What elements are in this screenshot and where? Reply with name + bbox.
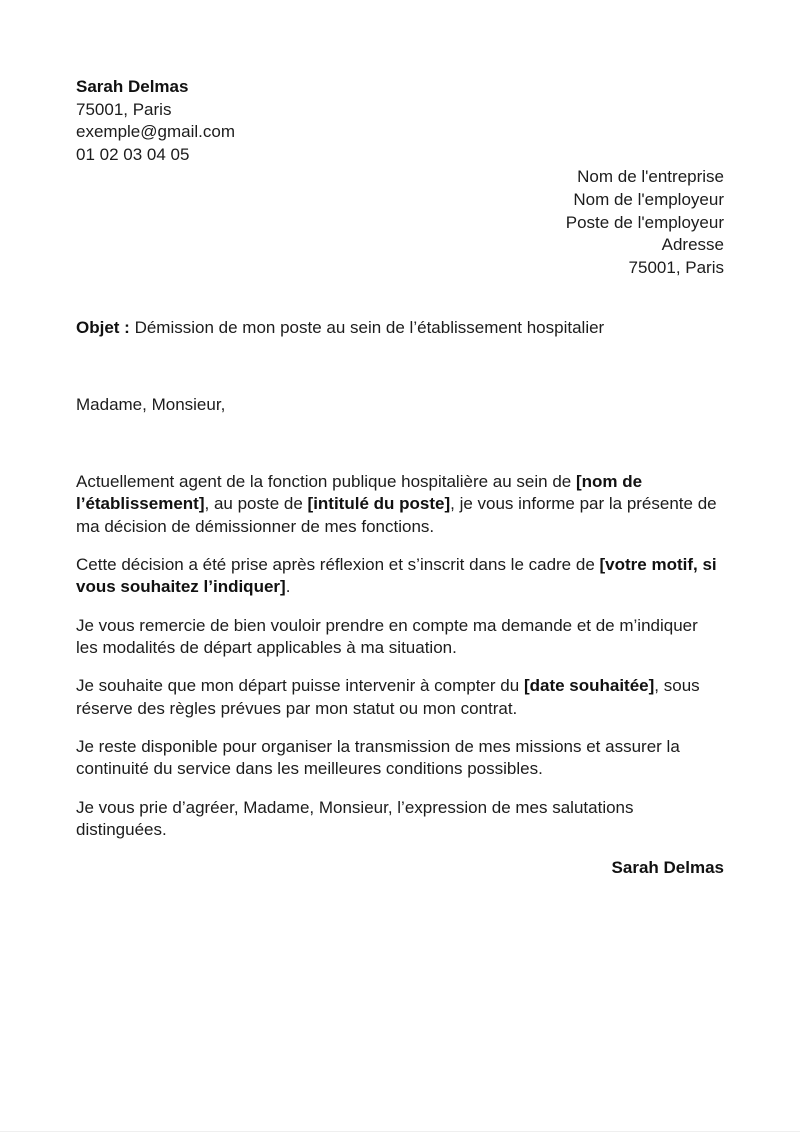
paragraph-6	[76, 797, 724, 842]
paragraph-text: , sous réserve des règles prévues par mon statut ou mon contrat.	[76, 676, 700, 718]
paragraph-text: Je vous remercie de bien vouloir prendre en compte ma demande et de m’indiquer les modalités de départ applicables à ma situation.	[76, 615, 698, 658]
recipient-employer: Nom de l'employeur	[573, 189, 724, 209]
paragraph-text: Cette décision a été prise après réflexion et s’inscrit dans le cadre de	[76, 554, 600, 574]
signature: Sarah Delmas	[611, 858, 724, 878]
sender-block	[76, 76, 724, 166]
subject-label: Objet :	[76, 318, 130, 338]
paragraph-text: Actuellement agent de la fonction publique hospitalière au sein de	[76, 471, 576, 491]
paragraph-text: , au poste de	[204, 494, 308, 514]
recipient-company: Nom de l'entreprise	[577, 167, 724, 187]
salutation: Madame, Monsieur,	[76, 394, 226, 414]
placeholder-date: [date souhaitée]	[523, 676, 655, 696]
recipient-block	[76, 166, 724, 279]
subject-line	[76, 317, 724, 340]
paragraph-text: , je vous informe par la présente de ma décision de démissionner de mes fonctions.	[76, 494, 717, 536]
placeholder-job-title: [intitulé du poste]	[307, 494, 451, 514]
paragraph-2	[76, 554, 724, 599]
placeholder-reason: [votre motif, si vous souhaitez l’indiquer]	[76, 554, 717, 597]
paragraph-4	[76, 675, 724, 720]
paragraph-1	[76, 471, 724, 539]
sender-name: Sarah Delmas	[76, 77, 189, 96]
paragraph-text: Je vous prie d’agréer, Madame, Monsieur, l’expression de mes salutations distinguées.	[76, 797, 634, 840]
sender-email: exemple@gmail.com	[76, 122, 235, 142]
sender-city: 75001, Paris	[76, 99, 172, 119]
subject-text: Démission de mon poste au sein de l’établissement hospitalier	[129, 318, 605, 338]
placeholder-establishment: [nom de l’établissement]	[76, 471, 643, 514]
recipient-city: 75001, Paris	[628, 257, 724, 277]
paragraph-text: Je souhaite que mon départ puisse intervenir à compter du	[76, 676, 524, 696]
letter-body	[76, 471, 724, 842]
paragraph-3	[76, 615, 724, 660]
letter-page	[76, 76, 724, 880]
recipient-address: Adresse	[661, 235, 724, 255]
paragraph-5	[76, 736, 724, 781]
paragraph-text: .	[285, 577, 291, 597]
recipient-position: Poste de l'employeur	[565, 212, 724, 232]
sender-phone: 01 02 03 04 05	[76, 144, 190, 164]
paragraph-text: Je reste disponible pour organiser la transmission de mes missions et assurer la continuité du service dans les meilleures conditions possibles.	[76, 736, 680, 779]
